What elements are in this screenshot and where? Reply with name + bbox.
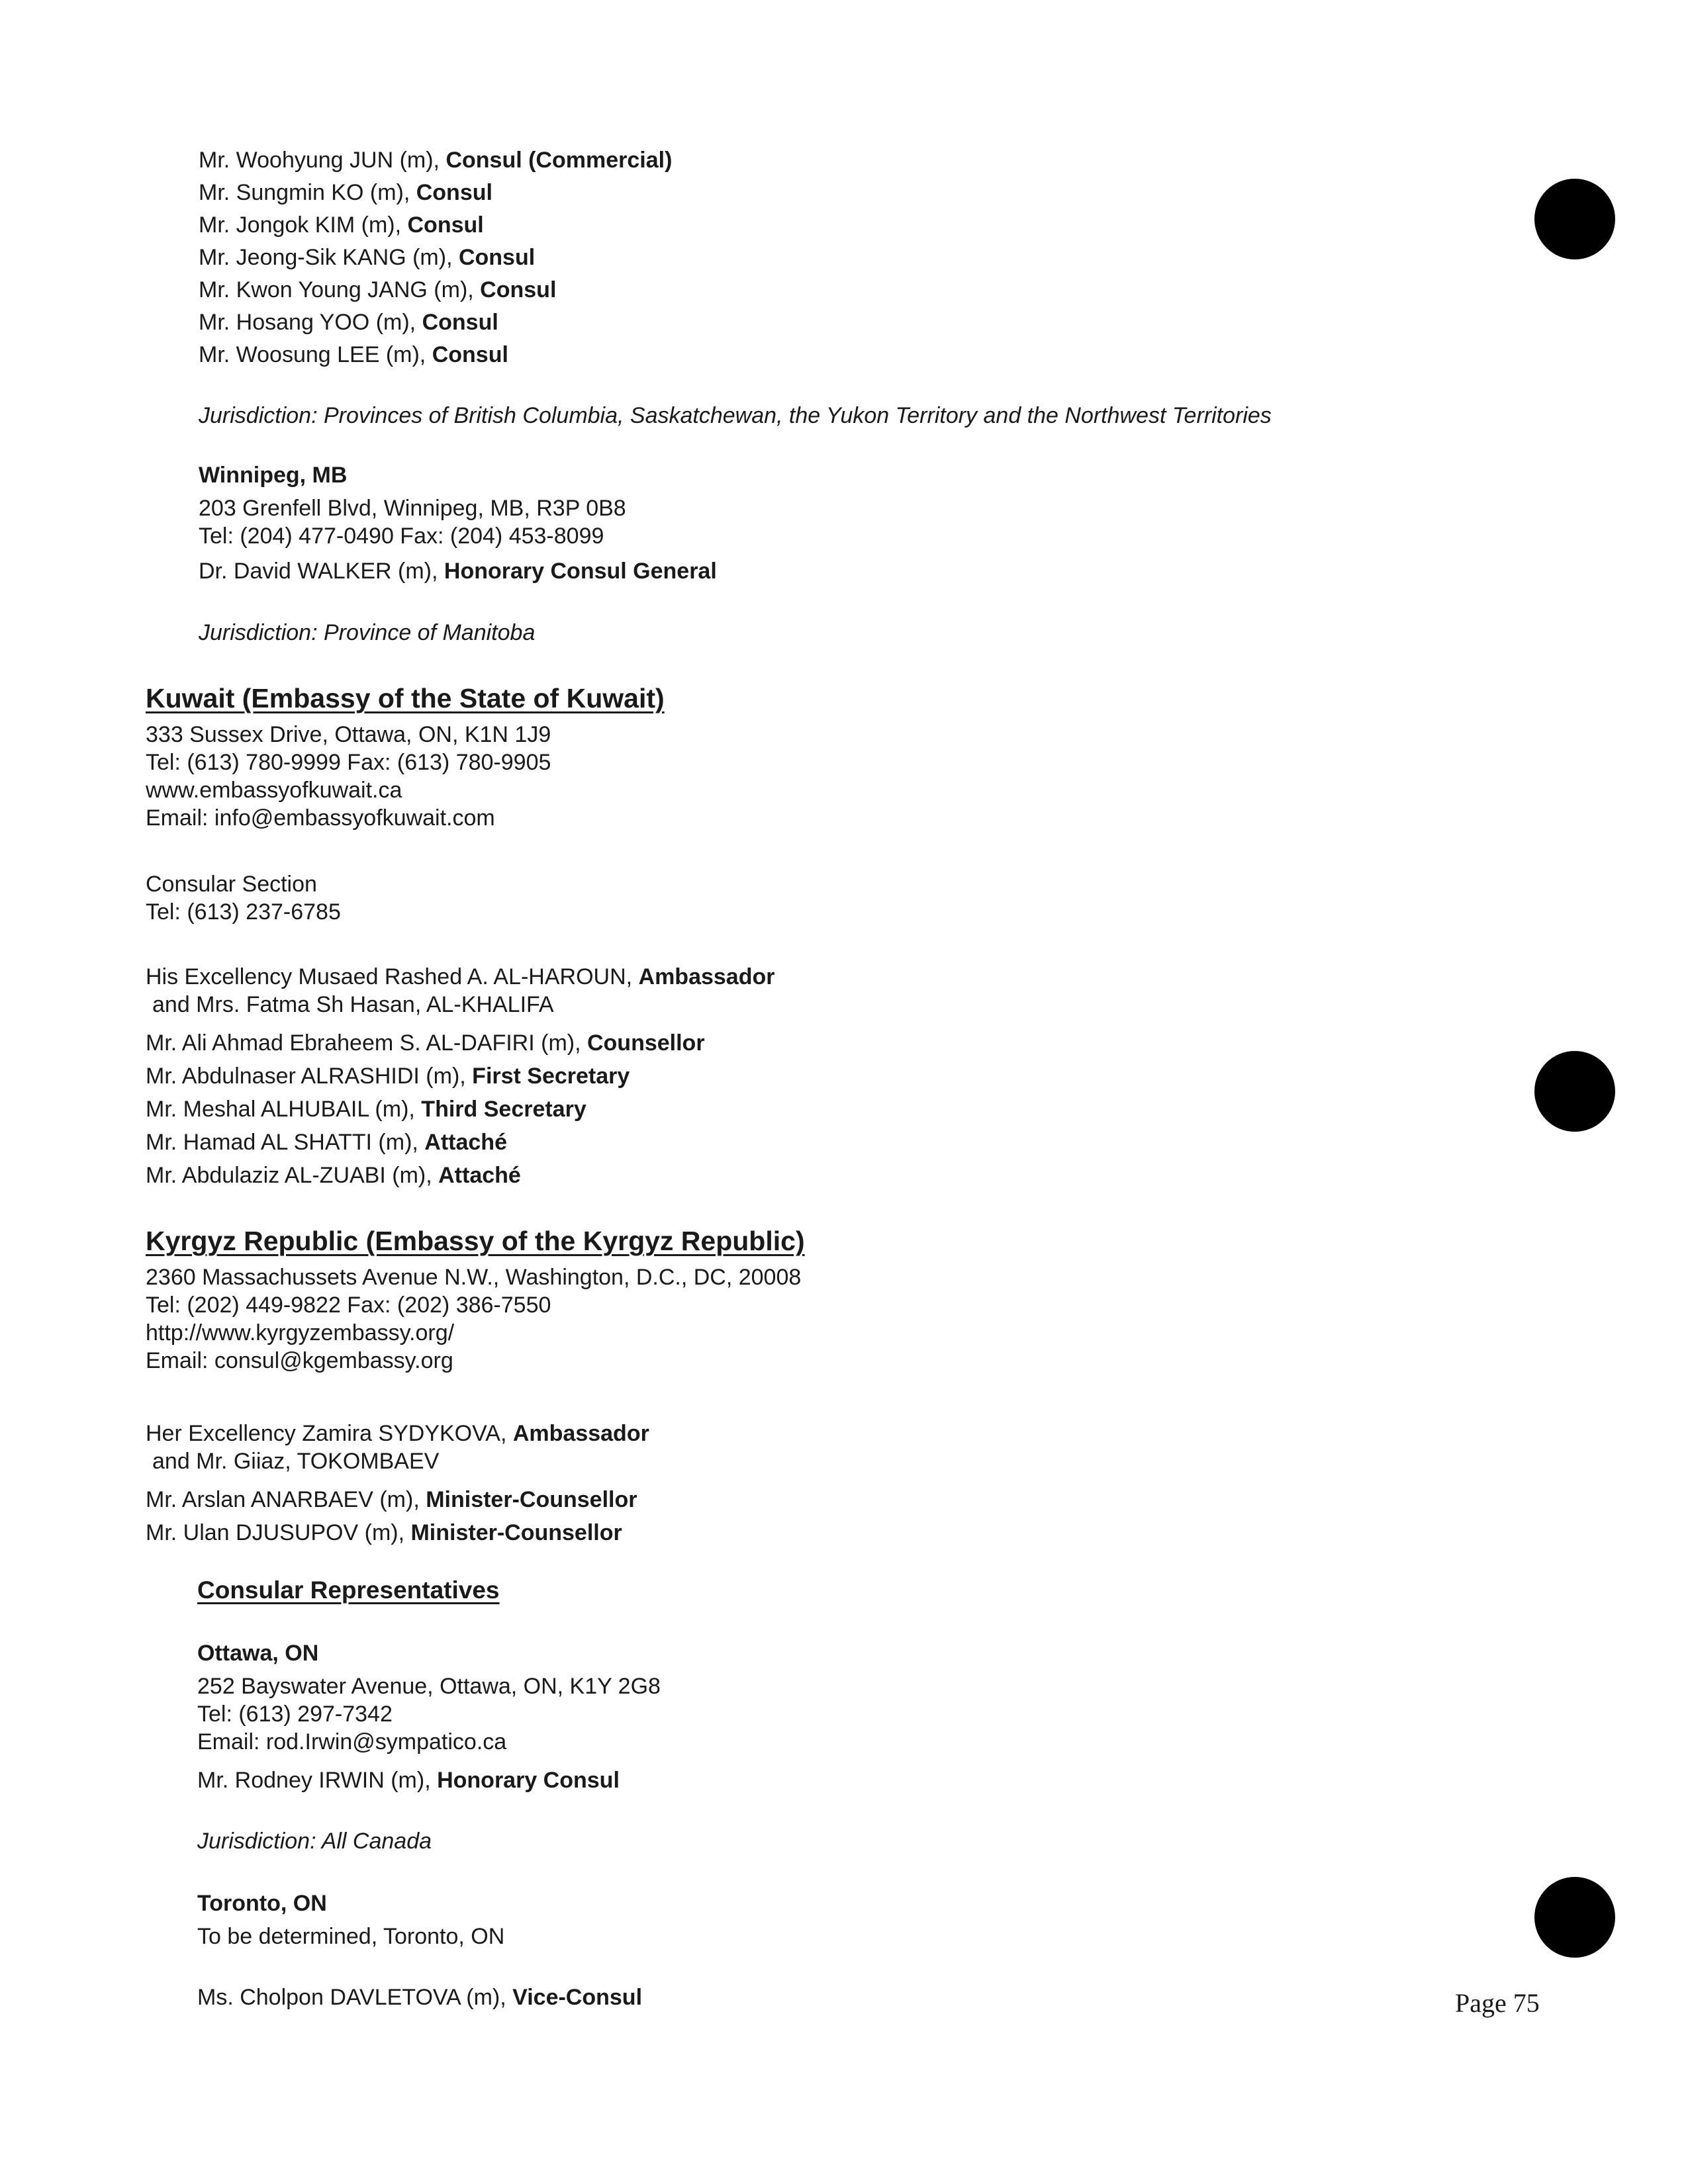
- email-link[interactable]: Email: consul@kgembassy.org: [146, 1348, 453, 1373]
- person-name: Mr. Woosung LEE (m),: [199, 342, 432, 367]
- person-name: Mr. Sungmin KO (m),: [199, 180, 416, 205]
- city-heading-winnipeg: Winnipeg, MB: [199, 463, 348, 488]
- phone-fax-text: Tel: (613) 780-9999 Fax: (613) 780-9905: [146, 750, 551, 775]
- jurisdiction-text: Jurisdiction: All Canada: [197, 1829, 432, 1854]
- consul-line: [199, 244, 535, 271]
- phone-fax-text: Tel: (613) 297-7342: [197, 1702, 393, 1727]
- person-name: His Excellency Musaed Rashed A. AL-HAROUN,: [146, 964, 639, 989]
- person-title: Consul: [480, 277, 557, 302]
- jurisdiction-text: Jurisdiction: Province of Manitoba: [199, 620, 536, 645]
- person-title: Vice-Consul: [512, 1985, 643, 2010]
- staff-line: [146, 1096, 586, 1122]
- consul-line: [199, 309, 498, 336]
- person-title: First Secretary: [472, 1064, 630, 1089]
- staff-line: [146, 1129, 507, 1156]
- address-text: To be determined, Toronto, ON: [197, 1924, 505, 1949]
- jurisdiction-text: Jurisdiction: Provinces of British Columbia, Saskatchewan, the Yukon Territory and the Northwest Territories: [199, 403, 1272, 428]
- staff-line: [146, 1162, 521, 1189]
- person-name: Mr. Abdulaziz AL-ZUABI (m),: [146, 1163, 439, 1188]
- person-title: Attaché: [424, 1130, 507, 1155]
- consul-line: [199, 212, 484, 238]
- consul-line: [197, 1767, 620, 1794]
- phone-fax-text: Tel: (204) 477-0490 Fax: (204) 453-8099: [199, 523, 604, 549]
- page-number: Page 75: [1455, 1988, 1540, 2018]
- person-title: Consul: [422, 310, 498, 335]
- binder-hole-bottom: [1534, 1877, 1615, 1958]
- person-name: Mr. Jeong-Sik KANG (m),: [199, 245, 459, 270]
- consul-line: [199, 277, 556, 303]
- person-name: Mr. Jongok KIM (m),: [199, 212, 408, 238]
- city-heading-ottawa: Ottawa, ON: [197, 1641, 319, 1666]
- person-name: Mr. Rodney IRWIN (m),: [197, 1768, 438, 1793]
- person-title: Ambassador: [638, 964, 775, 989]
- person-name: Mr. Ulan DJUSUPOV (m),: [146, 1520, 411, 1545]
- consul-line: [199, 147, 672, 173]
- consul-line: [199, 179, 492, 206]
- website-link[interactable]: http://www.kyrgyzembassy.org/: [146, 1320, 455, 1345]
- staff-line: [146, 1486, 637, 1513]
- person-title: Consul: [458, 245, 536, 270]
- country-heading-kuwait: Kuwait (Embassy of the State of Kuwait): [146, 683, 665, 713]
- consular-representatives-heading: Consular Representatives: [197, 1576, 500, 1604]
- country-heading-kyrgyz: Kyrgyz Republic (Embassy of the Kyrgyz Republic): [146, 1226, 805, 1256]
- phone-fax-text: Tel: (202) 449-9822 Fax: (202) 386-7550: [146, 1293, 551, 1318]
- staff-line: [146, 1520, 622, 1546]
- person-name: Mr. Abdulnaser ALRASHIDI (m),: [146, 1064, 473, 1089]
- person-title: Consul (Commercial): [445, 148, 673, 173]
- consul-line: [197, 1984, 642, 2011]
- person-name: Mr. Arslan ANARBAEV (m),: [146, 1487, 426, 1512]
- person-title: Minister-Counsellor: [426, 1487, 637, 1512]
- person-name: Mr. Ali Ahmad Ebraheem S. AL-DAFIRI (m),: [146, 1030, 587, 1056]
- person-title: Consul: [407, 212, 484, 238]
- ambassador-line: [146, 964, 774, 990]
- person-title: Consul: [416, 180, 492, 205]
- address-text: 2360 Massachussets Avenue N.W., Washington, D.C., DC, 20008: [146, 1265, 802, 1290]
- spouse-line: and Mrs. Fatma Sh Hasan, AL-KHALIFA: [152, 992, 554, 1017]
- person-title: Honorary Consul: [437, 1768, 620, 1793]
- phone-fax-text: Tel: (613) 237-6785: [146, 899, 341, 925]
- address-text: 252 Bayswater Avenue, Ottawa, ON, K1Y 2G8: [197, 1674, 661, 1699]
- email-link[interactable]: Email: rod.Irwin@sympatico.ca: [197, 1729, 507, 1754]
- person-title: Honorary Consul General: [444, 559, 717, 584]
- person-name: Mr. Kwon Young JANG (m),: [199, 277, 481, 302]
- staff-line: [146, 1063, 630, 1089]
- person-title: Third Secretary: [421, 1097, 586, 1122]
- city-heading-toronto: Toronto, ON: [197, 1891, 327, 1916]
- consul-line: [199, 341, 508, 368]
- person-title: Ambassador: [512, 1421, 649, 1446]
- person-title: Minister-Counsellor: [410, 1520, 622, 1545]
- person-name: Dr. David WALKER (m),: [199, 559, 444, 584]
- binder-hole-middle: [1534, 1051, 1615, 1132]
- consul-line: [199, 558, 717, 584]
- person-name: Mr. Woohyung JUN (m),: [199, 148, 446, 173]
- person-name: Ms. Cholpon DAVLETOVA (m),: [197, 1985, 513, 2010]
- person-name: Her Excellency Zamira SYDYKOVA,: [146, 1421, 513, 1446]
- person-title: Attaché: [438, 1163, 521, 1188]
- website-link[interactable]: www.embassyofkuwait.ca: [146, 778, 402, 803]
- person-name: Mr. Hosang YOO (m),: [199, 310, 422, 335]
- person-name: Mr. Meshal ALHUBAIL (m),: [146, 1097, 422, 1122]
- consular-section-label: Consular Section: [146, 872, 317, 897]
- binder-hole-top: [1534, 179, 1615, 259]
- email-link[interactable]: Email: info@embassyofkuwait.com: [146, 805, 495, 831]
- person-title: Counsellor: [586, 1030, 705, 1056]
- ambassador-line: [146, 1420, 649, 1447]
- person-title: Consul: [432, 342, 508, 367]
- staff-line: [146, 1030, 705, 1056]
- person-name: Mr. Hamad AL SHATTI (m),: [146, 1130, 425, 1155]
- spouse-line: and Mr. Giiaz, TOKOMBAEV: [152, 1449, 440, 1474]
- address-text: 333 Sussex Drive, Ottawa, ON, K1N 1J9: [146, 722, 551, 747]
- address-text: 203 Grenfell Blvd, Winnipeg, MB, R3P 0B8: [199, 496, 626, 521]
